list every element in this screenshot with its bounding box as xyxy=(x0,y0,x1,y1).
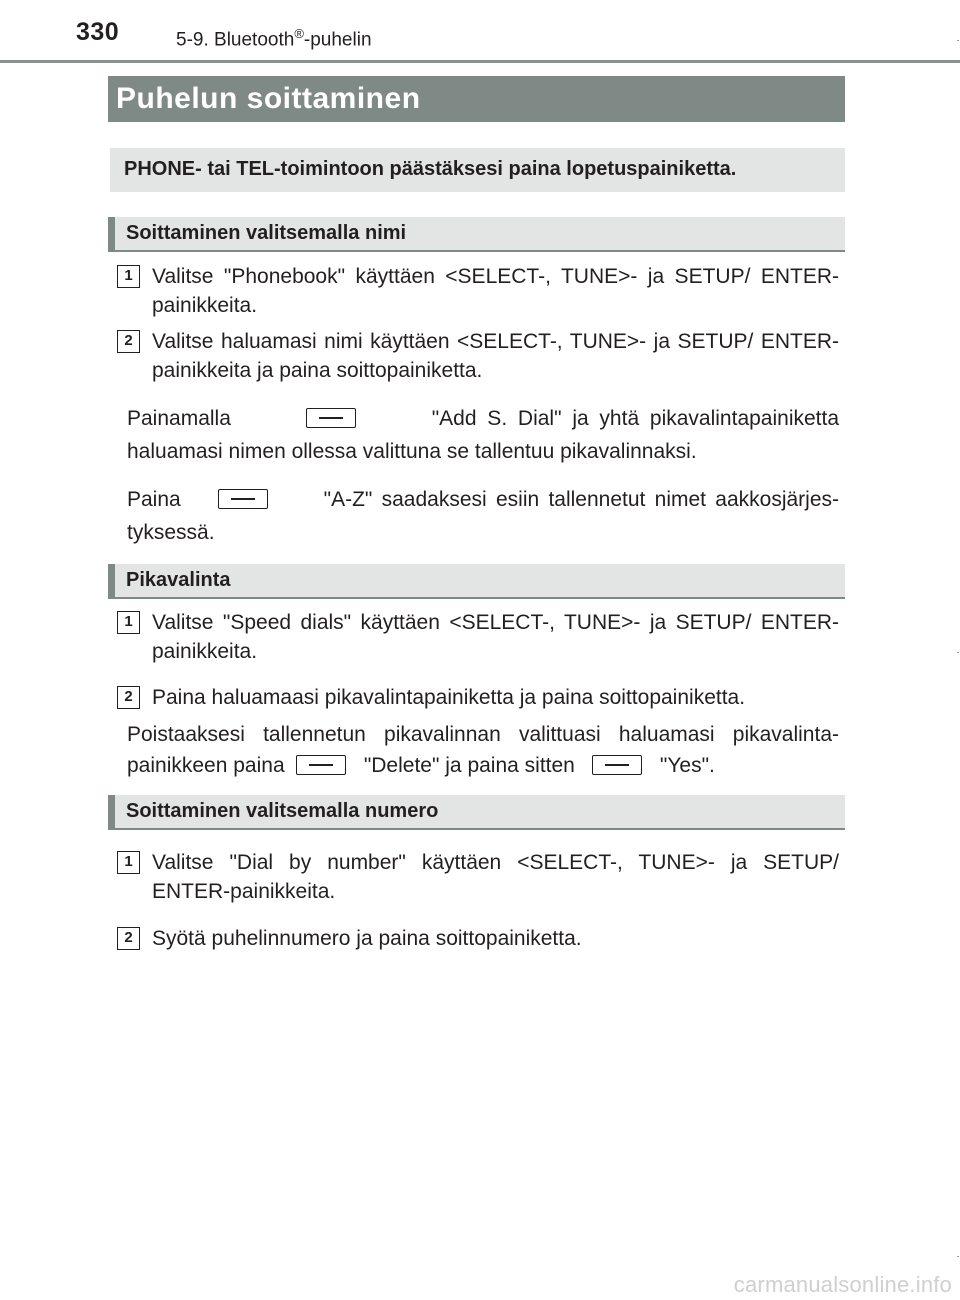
chapter-suffix: -puhelin xyxy=(303,29,372,51)
note-paragraph xyxy=(127,483,839,549)
chapter-title xyxy=(176,26,372,51)
step-text: Valitse haluamasi nimi käyttäen <SELECT-, TUNE>- ja SETUP/ ENTER-painikkeita ja paina soittopainiketta. xyxy=(152,330,839,382)
watermark: carmanualsonline.info xyxy=(733,1272,952,1297)
step-number: 1 xyxy=(117,851,140,874)
note-text: "Add S. Dial" ja yhtä pikavalintapainiketta haluamasi nimen ollessa valittuna se tallentuu pikavalinnaksi. xyxy=(127,407,840,463)
step-text: Paina haluamaasi pikavalintapainiketta ja paina soittopainiketta. xyxy=(152,686,746,709)
step-text: Syötä puhelinnumero ja paina soittopainiketta. xyxy=(152,927,582,950)
edge-tick xyxy=(957,40,959,41)
notice-box: PHONE- tai TEL-toimintoon päästäksesi paina lopetuspainiketta. xyxy=(110,148,845,192)
page-number: 330 xyxy=(76,18,120,46)
page-title: Puhelun soittaminen xyxy=(108,76,845,122)
preset-button-icon xyxy=(306,408,356,428)
section-heading-speed-dial: Pikavalinta xyxy=(108,564,845,599)
preset-button-icon xyxy=(592,755,642,775)
note-text: "Delete" ja paina sitten xyxy=(363,754,575,777)
step-number: 1 xyxy=(117,611,140,634)
chapter-prefix: 5-9. Bluetooth xyxy=(176,29,295,51)
section-heading-number: Soittaminen valitsemalla numero xyxy=(108,795,845,830)
section-heading-name: Soittaminen valitsemalla nimi xyxy=(108,217,845,252)
preset-button-icon xyxy=(296,755,346,775)
note-text: Paina xyxy=(127,488,181,511)
edge-tick xyxy=(957,1256,959,1257)
note-text: "Yes". xyxy=(659,754,715,777)
step-number: 2 xyxy=(117,330,140,353)
edge-tick xyxy=(957,652,959,653)
note-paragraph xyxy=(127,719,839,781)
step-text: Valitse "Dial by number" käyttäen <SELECT-, TUNE>- ja SETUP/ ENTER-painikkeita. xyxy=(152,851,839,903)
preset-button-icon xyxy=(218,489,268,509)
step-number: 2 xyxy=(117,927,140,950)
step-text: Valitse "Speed dials" käyttäen <SELECT-, TUNE>- ja SETUP/ ENTER-painikkeita. xyxy=(152,611,839,663)
note-paragraph xyxy=(127,402,839,468)
registered-mark: ® xyxy=(294,26,304,41)
step-number: 2 xyxy=(117,686,140,709)
note-text: Poistaaksesi tallennetun pikavalinnan valittuasi haluamasi pikavalinta- painikkeen paina xyxy=(127,723,839,777)
note-text: Painamalla xyxy=(127,407,231,430)
note-text: "A-Z" saadaksesi esiin tallennetut nimet aakkosjärjes- tyksessä. xyxy=(127,488,840,544)
step-text: Valitse "Phonebook" käyttäen <SELECT-, TUNE>- ja SETUP/ ENTER-painikkeita. xyxy=(152,265,839,317)
header-rule xyxy=(0,60,960,63)
step-number: 1 xyxy=(117,265,140,288)
